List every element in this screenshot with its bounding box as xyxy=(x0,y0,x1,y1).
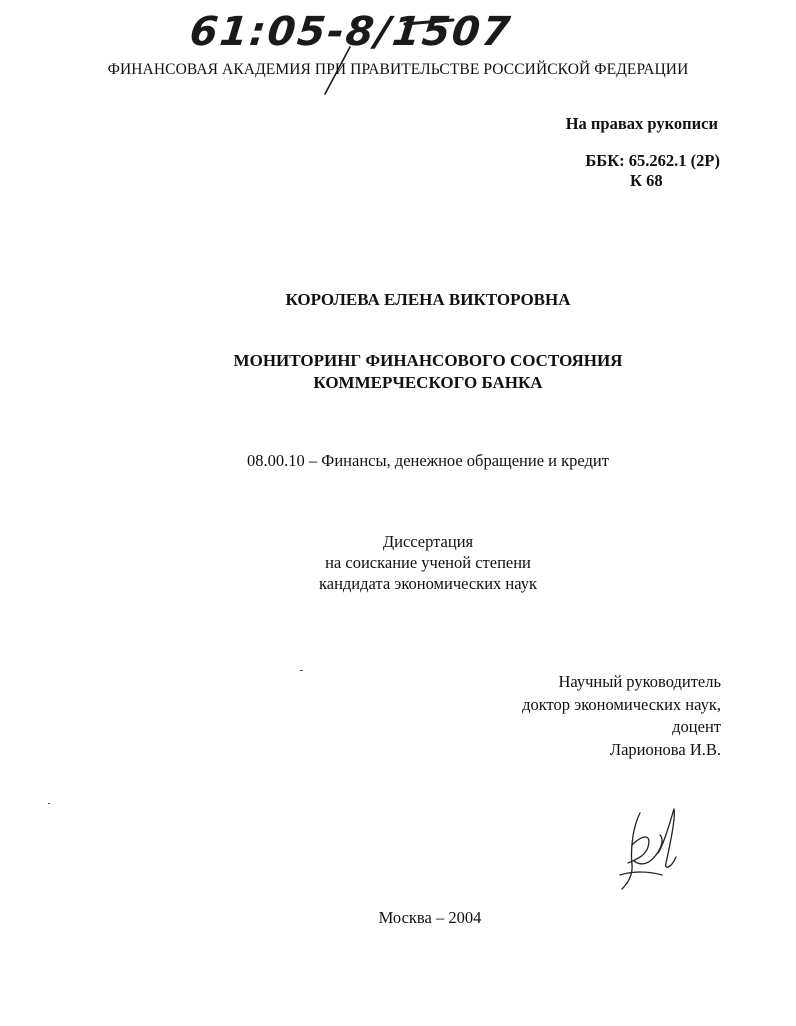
supervisor-line: доцент xyxy=(672,717,721,736)
dissertation-title xyxy=(0,350,796,394)
supervisor-block xyxy=(522,671,721,761)
handwritten-signature xyxy=(612,805,692,895)
handwritten-archive-code: 61:05-8/1507 xyxy=(187,9,515,55)
handwritten-code-strokes xyxy=(185,2,485,102)
degree-statement xyxy=(0,531,796,594)
degree-line: на соискание ученой степени xyxy=(325,553,531,572)
scan-speck xyxy=(300,670,303,671)
city-year: Москва – 2004 xyxy=(378,908,482,927)
institution-name: ФИНАНСОВАЯ АКАДЕМИЯ ПРИ ПРАВИТЕЛЬСТВЕ РОССИЙСКОЙ ФЕДЕРАЦИИ xyxy=(107,61,689,78)
specialty-code: 08.00.10 – Финансы, денежное обращение и кредит xyxy=(247,451,609,470)
bbk-index: ББК: 65.262.1 (2Р) xyxy=(585,151,720,170)
supervisor-line: доктор экономических наук, xyxy=(522,694,721,714)
author-mark: К 68 xyxy=(630,171,663,190)
supervisor-line: Ларионова И.В. xyxy=(609,739,721,759)
title-line: КОММЕРЧЕСКОГО БАНКА xyxy=(313,373,543,392)
rights-note: На правах рукописи xyxy=(565,114,718,133)
supervisor-line: Научный руководитель xyxy=(558,672,721,691)
degree-line: кандидата экономических наук xyxy=(318,574,537,593)
scan-speck xyxy=(48,803,50,804)
author-name: КОРОЛЕВА ЕЛЕНА ВИКТОРОВНА xyxy=(285,290,571,309)
title-line: МОНИТОРИНГ ФИНАНСОВОГО СОСТОЯНИЯ xyxy=(233,351,623,370)
degree-line: Диссертация xyxy=(382,532,474,551)
